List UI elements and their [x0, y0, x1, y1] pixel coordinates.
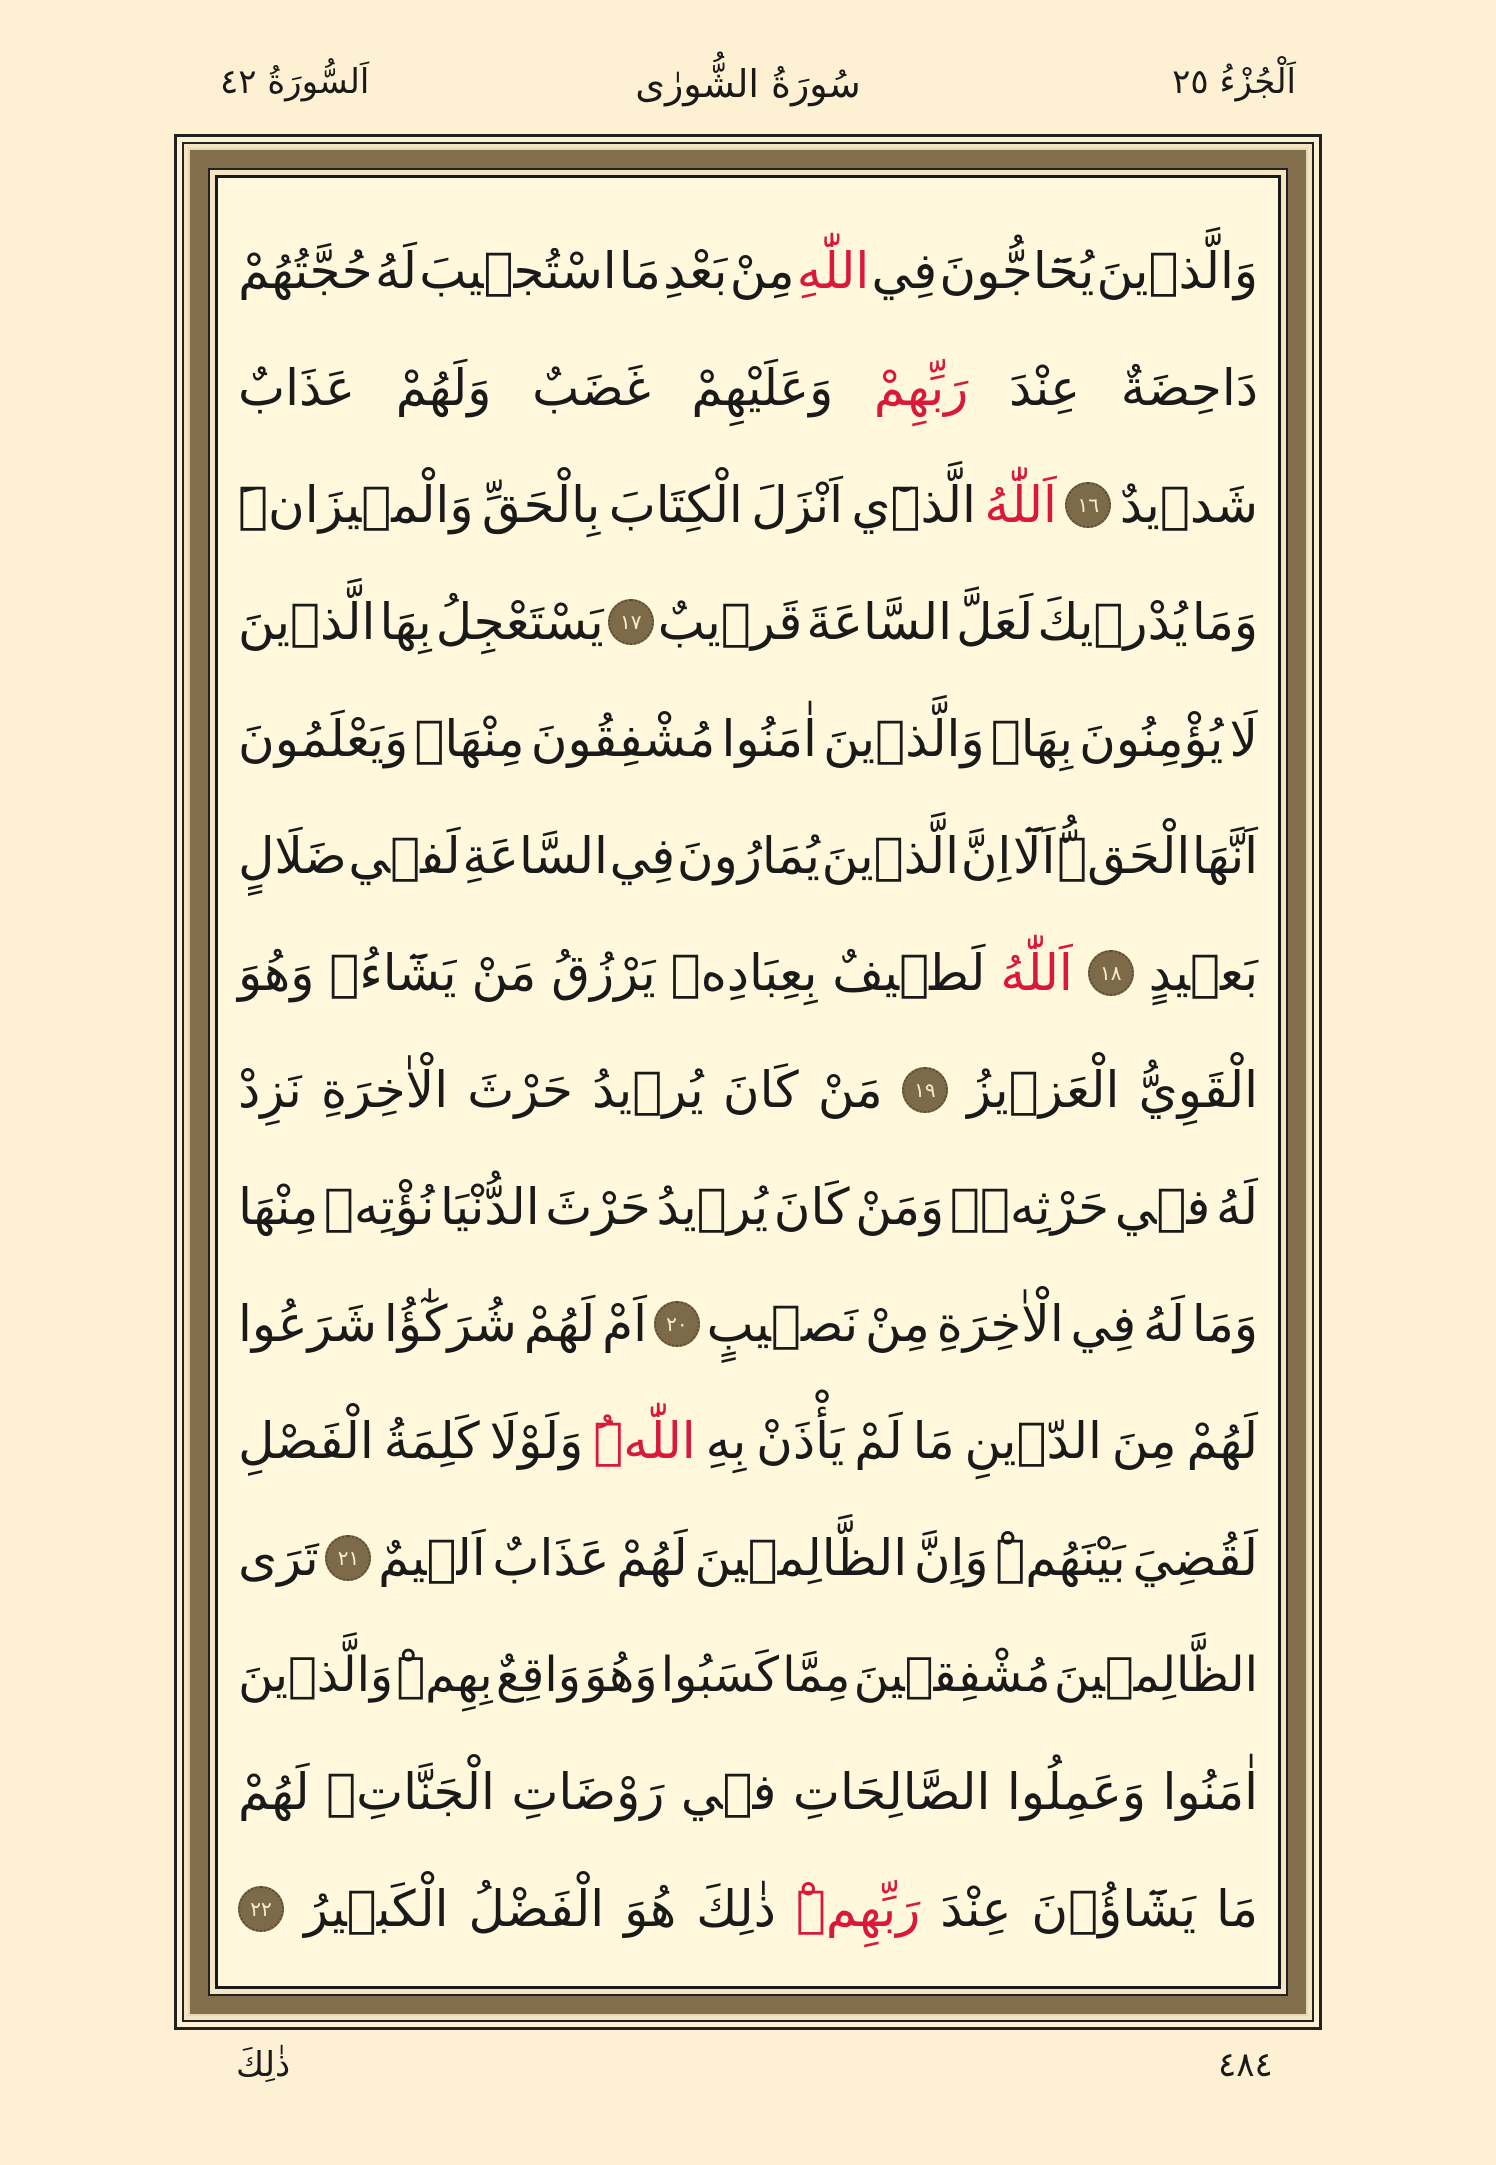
verse-line [238, 1850, 1258, 1967]
verse-line [238, 1616, 1258, 1733]
word: مُشْفِق۪ينَ [853, 1646, 1051, 1703]
word: السَّاعَةِ [462, 826, 608, 885]
word: بِهَا [379, 592, 432, 651]
word: مِنْهَاۙ [414, 709, 525, 768]
word: هُوَ [624, 1879, 677, 1938]
word: اسْتُج۪يبَ [419, 241, 617, 300]
word: يَشَٓاءُۚ [329, 943, 457, 1002]
ayah-number-marker: ١٩ [902, 1067, 948, 1113]
word: تَرَى [238, 1528, 319, 1587]
word: دَاحِضَةٌ [1120, 358, 1258, 417]
verse-line [238, 212, 1258, 329]
word: غَضَبٌ [532, 358, 651, 417]
word: لَهُمْ [523, 1294, 596, 1353]
word: يَرْزُقُ [551, 943, 656, 1002]
verse-line [238, 1499, 1258, 1616]
word: قَر۪يبٌ [657, 592, 803, 651]
verse-lines [238, 212, 1258, 1967]
word: مَا [618, 241, 661, 300]
verse-line [238, 1382, 1258, 1499]
word: يُؤْمِنُونَ [1079, 709, 1224, 768]
word: يَأْذَنْ [756, 1411, 845, 1470]
verse-line [238, 563, 1258, 680]
word: بِهَاۚ [990, 709, 1073, 768]
highlighted-word: اَللّٰهُ [984, 475, 1057, 534]
word: وَهُوَ [238, 943, 315, 1002]
word: لَمْ [854, 1411, 903, 1470]
word: مَا [1215, 1879, 1258, 1938]
highlighted-word: اللّٰهُۜ [593, 1411, 696, 1470]
word: يُدْر۪يكَ [1037, 592, 1188, 651]
word: الصَّالِحَاتِ [792, 1762, 991, 1821]
word: شُرَكٰٓؤُا [383, 1294, 517, 1353]
word: وَمَا [1191, 1294, 1258, 1353]
word: وَالْم۪يزَانَۜ [238, 475, 474, 534]
word: وَمَا [1191, 592, 1258, 651]
word: الظَّالِم۪ينَ [694, 1528, 908, 1587]
word: مَا [912, 1411, 955, 1470]
word: يَشَٓاؤُ۫نَ [1031, 1879, 1196, 1938]
word: لَهُمْ [1186, 1411, 1258, 1470]
word: لَهُ [374, 241, 418, 300]
verse-line [238, 329, 1258, 446]
page-frame-inner-rule [208, 168, 1288, 1996]
word: بَعْدِ [663, 241, 728, 300]
word: اٰمَنُوا [1162, 1762, 1258, 1821]
word: نَص۪يبٍ [706, 1294, 859, 1353]
word: اَمْ [602, 1294, 647, 1353]
word: ضَلَالٍ [238, 826, 347, 885]
ayah-number-marker: ١٨ [1088, 950, 1134, 996]
word: بَع۪يدٍ [1148, 943, 1258, 1002]
verse-line [238, 1265, 1258, 1382]
highlighted-word: رَبِّهِمْ [873, 358, 969, 417]
word: اَنْزَلَ [751, 475, 843, 534]
word: وَاِنَّ [913, 1528, 989, 1587]
word: رَوْضَاتِ [511, 1762, 665, 1821]
word: مَنْ [817, 1060, 883, 1119]
word: الْكِتَابَ [608, 475, 743, 534]
word: وَلَوْلَا [489, 1411, 584, 1470]
word: وَمَنْ [855, 1177, 945, 1236]
word: اِنَّ [960, 826, 1012, 885]
word: وَالَّذ۪ينَ [238, 1646, 394, 1703]
word: بِعِبَادِه۪ [670, 943, 818, 1002]
word: الدُّنْيَا [440, 1177, 540, 1236]
surah-number-label: اَلسُّورَةُ ٤٢ [220, 62, 370, 102]
word: وَهُوَ [584, 1646, 658, 1703]
ayah-number-marker: ٢٢ [238, 1886, 284, 1932]
word: وَالَّذ۪ينَ [1096, 241, 1258, 300]
word: مِنْ [864, 1294, 930, 1353]
word: حَرْثَ [467, 1060, 573, 1119]
word: حَرْثِه۪ۚ [949, 1177, 1110, 1236]
word: السَّاعَةَ [806, 592, 952, 651]
word: كَسَبُوا [660, 1646, 780, 1703]
word: الَّذ۪ينَ [238, 592, 376, 651]
word: كَلِمَةُ [383, 1411, 480, 1470]
word: شَد۪يدٌ [1119, 475, 1258, 534]
word: مِنْهَا [238, 1177, 319, 1236]
verse-line [238, 1148, 1258, 1265]
word: الْجَنَّاتِۚ [326, 1762, 495, 1821]
word: وَعَلَيْهِمْ [691, 358, 834, 417]
word: كَانَ [773, 1177, 850, 1236]
word: الْقَوِيُّ [1138, 1060, 1258, 1119]
word: الْاٰخِرَةِ [936, 1294, 1064, 1353]
highlighted-word: اللّٰهِ [796, 241, 870, 300]
word: اَل۪يمٌ [378, 1528, 486, 1587]
word: اَلَٓا [1013, 826, 1056, 885]
word: مُشْفِقُونَ [530, 709, 716, 768]
word: وَعَمِلُوا [1006, 1762, 1147, 1821]
word: فِي [1070, 1294, 1137, 1353]
word: لَعَلَّ [956, 592, 1034, 651]
word: نُؤْتِه۪ [323, 1177, 435, 1236]
word: عِنْدَ [940, 1879, 1012, 1938]
catchword: ذٰلِكَ [236, 2045, 291, 2085]
highlighted-word: اَللّٰهُ [1000, 943, 1073, 1002]
word: يُحَٓاجُّونَ [939, 241, 1095, 300]
word: الْفَصْلِ [238, 1411, 374, 1470]
highlighted-word: رَبِّهِمْۜ [795, 1879, 921, 1938]
word: مَنْ [471, 943, 537, 1002]
surah-title: سُورَةُ الشُّورٰى [635, 62, 861, 106]
word: لَا [1229, 709, 1258, 768]
ayah-number-marker: ١٧ [608, 599, 654, 645]
word: اَنَّهَا [1191, 826, 1258, 885]
word: ذٰلِكَ [696, 1879, 776, 1938]
word: وَاقِعٌ [495, 1646, 581, 1703]
verse-line [238, 680, 1258, 797]
ayah-number-marker: ٢٠ [654, 1301, 700, 1347]
word: عَذَابٌ [238, 358, 356, 417]
word: لَف۪ي [348, 826, 461, 885]
word: لَهُمْ [238, 1762, 310, 1821]
word: يُر۪يدُ [592, 1060, 704, 1119]
word: لَقُضِيَ [1132, 1528, 1258, 1587]
word: الْكَب۪يرُ [303, 1879, 449, 1938]
word: بِهِ [705, 1411, 747, 1470]
word: ف۪ي [1114, 1177, 1211, 1236]
verse-line [238, 797, 1258, 914]
word: الَّذ۪ينَ [821, 826, 959, 885]
word: الْاٰخِرَةِ [320, 1060, 449, 1119]
word: لَهُمْ [616, 1528, 688, 1587]
page-frame-band [188, 148, 1308, 2016]
ayah-number-marker: ١٦ [1065, 482, 1111, 528]
verse-line [238, 1031, 1258, 1148]
word: عَذَابٌ [492, 1528, 610, 1587]
word: فِي [609, 826, 676, 885]
word: الْحَقُّۜ [1057, 826, 1191, 885]
word: مِنْ [729, 241, 795, 300]
word: حَرْثَ [545, 1177, 651, 1236]
word: بِهِمْۜ [396, 1646, 493, 1703]
word: فِي [871, 241, 938, 300]
verse-line [238, 914, 1258, 1031]
word: الدّ۪ينِ [964, 1411, 1102, 1470]
page-frame-rule [182, 142, 1314, 2022]
page-number: ٤٨٤ [1218, 2045, 1273, 2085]
ayah-number-marker: ٢١ [325, 1535, 371, 1581]
word: اٰمَنُوا [721, 709, 817, 768]
word: الظَّالِم۪ينَ [1053, 1646, 1258, 1703]
word: يُر۪يدُ [656, 1177, 769, 1236]
juz-label: اَلْجُزْءُ ٢٥ [1172, 62, 1296, 102]
page-frame-outer [174, 134, 1322, 2030]
word: لَهُ [1142, 1294, 1185, 1353]
word: نَزِدْ [238, 1060, 302, 1119]
text-area [215, 175, 1281, 1989]
word: الَّذ۪ٓي [851, 475, 976, 534]
word: كَانَ [722, 1060, 799, 1119]
word: الْعَز۪يزُ [967, 1060, 1120, 1119]
word: مِمَّا [782, 1646, 851, 1703]
word: لَط۪يفٌ [832, 943, 986, 1002]
word: ف۪ي [680, 1762, 777, 1821]
word: وَالَّذ۪ينَ [823, 709, 985, 768]
word: وَلَهُمْ [395, 358, 492, 417]
word: لَهُ [1215, 1177, 1258, 1236]
word: بَيْنَهُمْۜ [995, 1528, 1126, 1587]
word: يَسْتَعْجِلُ [435, 592, 604, 651]
word: شَرَعُوا [238, 1294, 378, 1353]
word: وَيَعْلَمُونَ [238, 709, 409, 768]
verse-line [238, 1733, 1258, 1850]
word: حُجَّتُهُمْ [238, 241, 373, 300]
word: مِنَ [1111, 1411, 1177, 1470]
verse-line [238, 446, 1258, 563]
word: يُمَارُونَ [676, 826, 820, 885]
word: بِالْحَقِّ [481, 475, 601, 534]
word: الْفَضْلُ [468, 1879, 605, 1938]
word: عِنْدَ [1008, 358, 1081, 417]
